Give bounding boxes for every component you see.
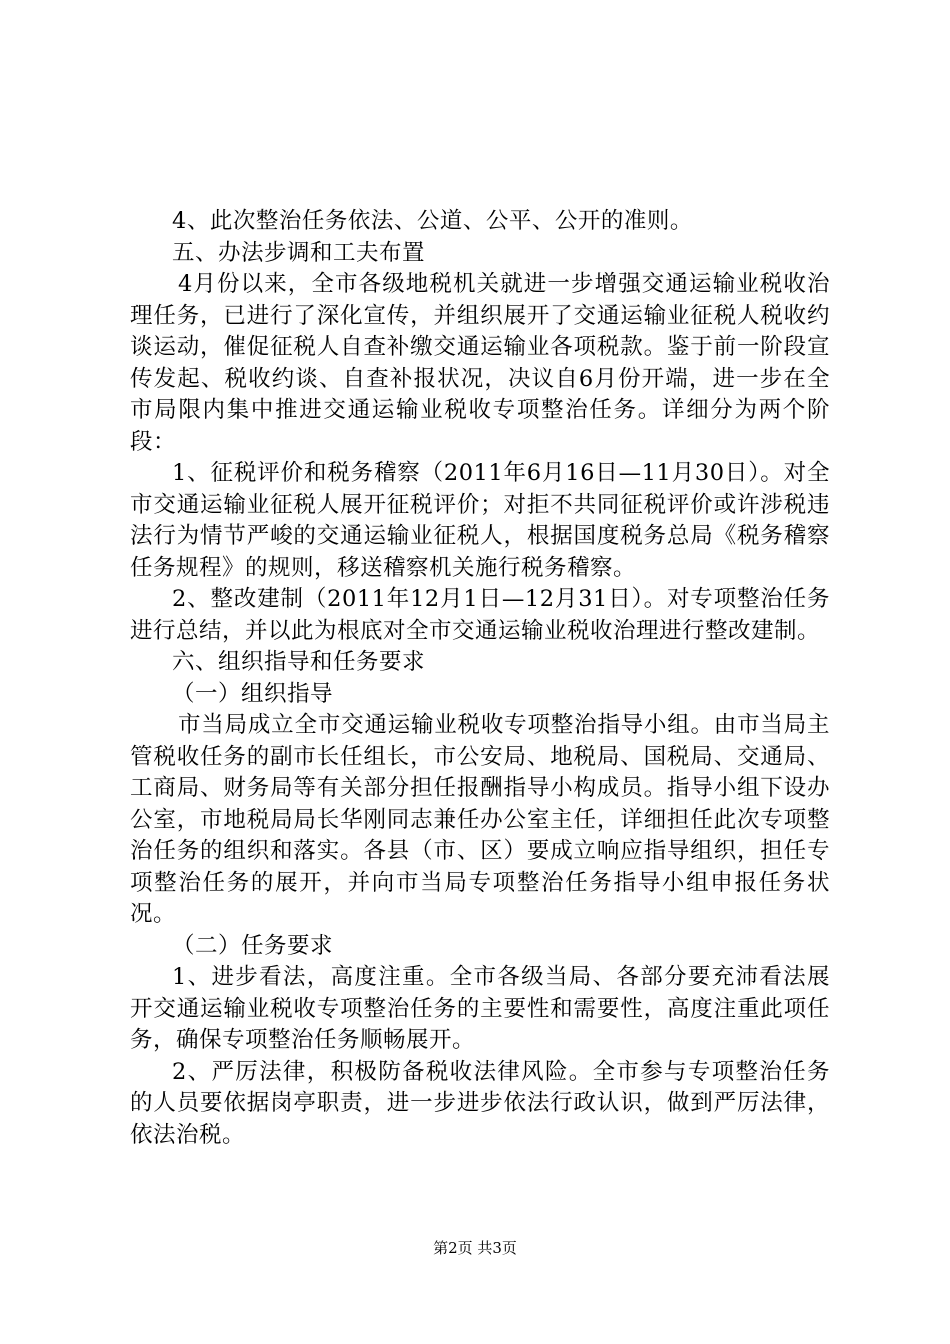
paragraph-stage-2: 2、整改建制（2011年12月1日—12月31日）。对专项整治任务进行总结，并以此为根底对全市交通运输业税收治理进行整改建制。 bbox=[130, 586, 830, 644]
paragraph-requirement-2: 2、严厉法律，积极防备税收法律风险。全市参与专项整治任务的人员要依据岗亭职责，进一步进步依法行政认识，做到严厉法律，依法治税。 bbox=[130, 1058, 830, 1148]
paragraph-principle-4: 4、此次整治任务依法、公道、公平、公开的准则。 bbox=[172, 208, 693, 234]
page-number: 第2页 共3页 bbox=[433, 1239, 517, 1257]
subsection-heading-1: （一）组织指导 bbox=[172, 680, 334, 707]
page-footer bbox=[0, 1238, 950, 1258]
paragraph-stage-1: 1、征税评价和税务稽察（2011年6月16日—11月30日）。对全市交通运输业征税人展开征税评价；对拒不共同征税评价或许涉税违法行为情节严峻的交通运输业征税人，根据国度税务总局《税务稽察任务规程》的规则，移送稽察机关施行税务稽察。 bbox=[130, 460, 830, 581]
document-body bbox=[130, 206, 830, 1151]
section-heading-5: 五、办法步调和工夫布置 bbox=[172, 239, 426, 266]
paragraph-organization: 市当局成立全市交通运输业税收专项整治指导小组。由市当局主管税收任务的副市长任组长，市公安局、地税局、国税局、交通局、工商局、财务局等有关部分担任报酬指导小构成员。指导小组下设办公室，市地税局局长华刚同志兼任办公室主任，详细担任此次专项整治任务的组织和落实。各县（市、区）要成立响应指导组织，担任专项整治任务的展开，并向市当局专项整治任务指导小组申报任务状况。 bbox=[130, 712, 830, 927]
subsection-heading-2: （二）任务要求 bbox=[172, 932, 334, 959]
section-heading-6: 六、组织指导和任务要求 bbox=[172, 649, 426, 675]
paragraph-background: 4月份以来，全市各级地税机关就进一步增强交通运输业税收治理任务，已进行了深化宣传，并组织展开了交通运输业征税人税收约谈运动，催促征税人自查补缴交通运输业各项税款。鉴于前一阶段宣传发起、税收约谈、自查补报状况，决议自6月份开端，进一步在全市局限内集中推进交通运输业税收专项整治任务。详细分为两个阶段： bbox=[130, 271, 830, 455]
paragraph-requirement-1: 1、进步看法，高度注重。全市各级当局、各部分要充沛看法展开交通运输业税收专项整治任务的主要性和需要性，高度注重此项任务，确保专项整治任务顺畅展开。 bbox=[130, 964, 830, 1053]
